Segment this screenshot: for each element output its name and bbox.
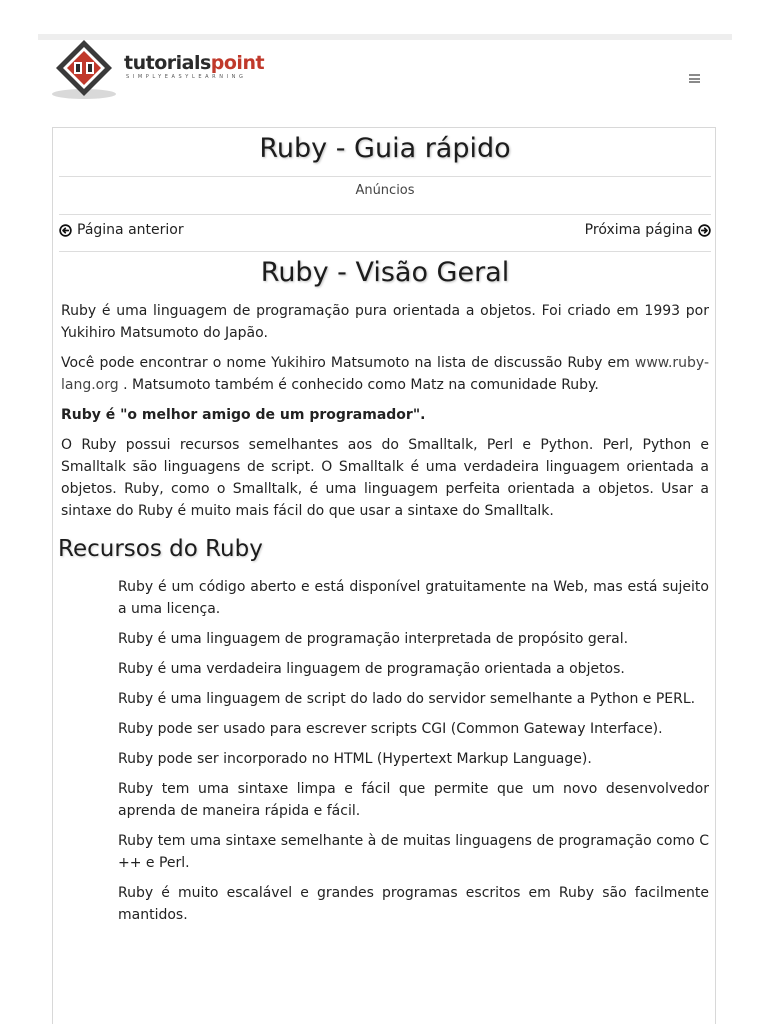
list-item: Ruby é uma linguagem de script do lado do servidor semelhante a Python e PERL.	[118, 691, 696, 707]
next-page-label: Próxima página	[584, 222, 693, 238]
divider	[59, 214, 711, 215]
article-body	[58, 300, 709, 934]
page-title: Ruby - Guia rápido	[259, 133, 511, 164]
logo-word-primary: tutorials	[124, 52, 211, 74]
overview-p2-text-after: . Matsumoto também é conhecido como Matz na comunidade Ruby.	[118, 377, 599, 393]
next-page-link[interactable]	[585, 222, 711, 238]
overview-bold-quote: Ruby é "o melhor amigo de um programador".	[61, 407, 426, 423]
list-item: Ruby pode ser usado para escrever scripts CGI (Common Gateway Interface).	[118, 721, 663, 737]
logo-emblem-icon	[50, 38, 120, 102]
hamburger-menu-icon[interactable]	[689, 74, 700, 83]
logo-wordmark	[124, 52, 264, 74]
overview-paragraph-3	[61, 404, 709, 426]
ruby-lang-link[interactable]: www.ruby-lang.org	[61, 355, 709, 393]
overview-paragraph-1: Ruby é uma linguagem de programação pura orientada a objetos. Foi criado em 1993 por Yukihiro Matsumoto do Japão.	[61, 303, 709, 341]
ads-label: Anúncios	[355, 183, 415, 198]
features-list	[61, 576, 709, 926]
site-logo[interactable]	[50, 38, 290, 102]
overview-paragraph-4: O Ruby possui recursos semelhantes aos do Smalltalk, Perl e Python. Perl, Python e Smalltalk são linguagens de script. O Smalltalk é uma verdadeira linguagem orientada a objetos. Ruby, como o Smalltalk, é uma linguagem perfeita orientada a objetos. Usar a sintaxe do Ruby é muito mais fácil do que usar a sintaxe do Smalltalk.	[61, 437, 709, 519]
overview-title: Ruby - Visão Geral	[260, 257, 510, 288]
divider	[59, 251, 711, 252]
menu-bar	[689, 74, 700, 76]
article-container	[52, 127, 716, 1024]
menu-bar	[689, 78, 700, 80]
overview-p2-text: Você pode encontrar o nome Yukihiro Matsumoto na lista de discussão Ruby em	[61, 355, 635, 371]
list-item: Ruby tem uma sintaxe semelhante à de muitas linguagens de programação como C ++ e Perl.	[118, 833, 709, 871]
overview-paragraph-2	[61, 352, 709, 396]
menu-bar	[689, 81, 700, 83]
divider	[59, 176, 711, 177]
logo-tagline: SIMPLYEASYLEARNING	[126, 74, 247, 80]
list-item: Ruby tem uma sintaxe limpa e fácil que permite que um novo desenvolvedor aprenda de maneira rápida e fácil.	[118, 781, 709, 819]
list-item: Ruby é muito escalável e grandes programas escritos em Ruby são facilmente mantidos.	[118, 885, 709, 923]
logo-word-accent: point	[210, 52, 265, 74]
list-item: Ruby é uma verdadeira linguagem de programação orientada a objetos.	[118, 661, 625, 677]
circle-arrow-left-icon	[59, 224, 72, 237]
list-item: Ruby é um código aberto e está disponível gratuitamente na Web, mas está sujeito a uma licença.	[118, 579, 709, 617]
list-item: Ruby é uma linguagem de programação interpretada de propósito geral.	[118, 631, 629, 647]
circle-arrow-right-icon	[698, 224, 711, 237]
previous-page-link[interactable]	[59, 222, 184, 238]
features-title: Recursos do Ruby	[58, 536, 263, 562]
list-item: Ruby pode ser incorporado no HTML (Hypertext Markup Language).	[118, 751, 592, 767]
page-navigation	[59, 222, 711, 242]
previous-page-label: Página anterior	[77, 222, 184, 238]
site-header	[38, 40, 732, 106]
